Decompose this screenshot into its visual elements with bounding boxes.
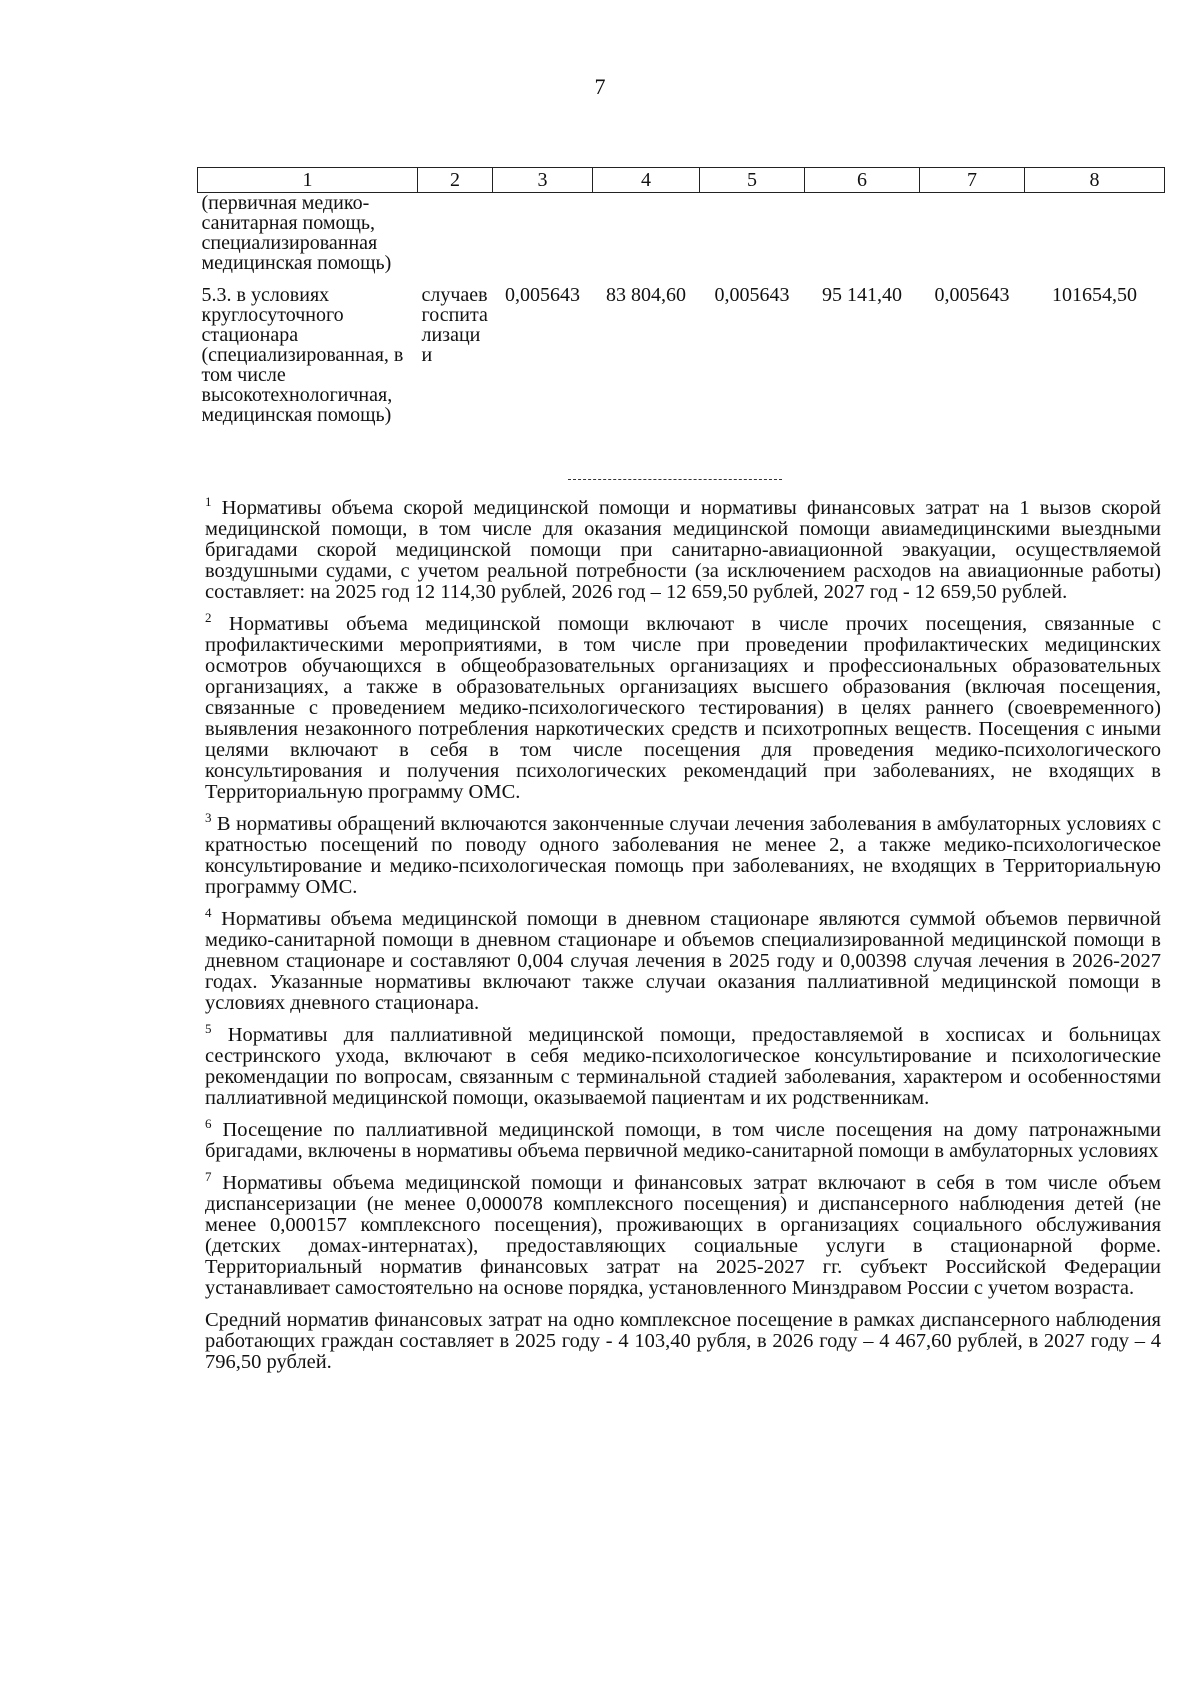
footnote xyxy=(205,1169,1161,1299)
closing-paragraph: Средний норматив финансовых затрат на одно комплексное посещение в рамках диспансерного наблюдения работающих граждан составляет в 2025 году - 4 103,40 рубля, в 2026 году – 4 467,60 рублей, в 2027 году – 4 796,50 рублей. xyxy=(205,1309,1161,1373)
norms-table xyxy=(197,167,1165,425)
footnote-mark: 5 xyxy=(205,1021,212,1037)
footnote xyxy=(205,1116,1162,1162)
footnote-text: Нормативы объема скорой медицинской помощи и нормативы финансовых затрат на 1 вызов скорой медицинской помощи, в том числе для оказания медицинской помощи авиамедицинскими выездными бригадами скорой медицинской помощи при санитарно-авиационной эвакуации, осуществляемой воздушными судами, с учетом реальной потребности (за исключением расходов на авиационные работы) составляет: на 2025 год 12 114,30 рублей, 2026 год – 12 659,50 рублей, 2027 год - 12 659,50 рублей. xyxy=(205,497,1162,603)
row-name-cell: 5.3. в условиях круглосуточного стационара (специализированная, в том числе высокотехнологичная, медицинская помощь) xyxy=(201,284,404,426)
column-header: 3 xyxy=(493,168,593,193)
value-cell: 0,005643 xyxy=(505,284,580,306)
footnote xyxy=(205,810,1161,898)
footnote-mark: 1 xyxy=(205,494,212,510)
column-header: 4 xyxy=(593,168,700,193)
footnote-mark: 4 xyxy=(205,905,212,921)
column-header: 1 xyxy=(198,168,418,193)
value-cell: 0,005643 xyxy=(934,284,1010,306)
footnote-separator xyxy=(568,479,782,480)
footnote-text: Нормативы объема медицинской помощи в дневном стационаре являются суммой объемов первичной медико-санитарной помощи в дневном стационаре и объемов специализированной медицинской помощи в дневном стационаре и составляют 0,004 случая лечения в 2025 году и 0,00398 случая лечения в 2026-2027 годах. Указанные нормативы включают также случаи оказания паллиативной медицинской помощи в условиях дневного стационара. xyxy=(205,908,1162,1014)
row-name-cell: (первичная медико-санитарная помощь, специализированная медицинская помощь) xyxy=(201,192,392,274)
footnote xyxy=(205,494,1162,603)
column-header: 7 xyxy=(920,168,1025,193)
page-number: 7 xyxy=(594,74,606,99)
column-header: 5 xyxy=(700,168,805,193)
value-cell: 83 804,60 xyxy=(606,284,686,306)
footnote-mark: 7 xyxy=(205,1169,212,1185)
footnote-mark: 6 xyxy=(205,1116,212,1132)
table-row xyxy=(198,285,1165,425)
footnote-mark: 3 xyxy=(205,810,212,826)
footnote-text: Нормативы объема медицинской помощи и финансовых затрат включают в себя в том числе объем диспансеризации (не менее 0,000078 комплексного посещения) и диспансерного наблюдения детей (не менее 0,000157 комплексного посещения), проживающих в организациях социального обслуживания (детских домах-интернатах), предоставляющих социальные услуги в стационарной форме. Территориальный норматив финансовых затрат на 2025-2027 гг. субъект Российской Федерации устанавливает самостоятельно на основе порядка, установленного Минздравом России с учетом возраста. xyxy=(205,1172,1161,1299)
column-header: 6 xyxy=(805,168,920,193)
footnote-mark: 2 xyxy=(205,610,212,626)
footnote xyxy=(205,610,1161,803)
value-cell: 95 141,40 xyxy=(822,284,902,306)
footnote xyxy=(205,1021,1162,1109)
footnote-text: Нормативы для паллиативной медицинской помощи, предоставляемой в хосписах и больницах сестринского ухода, включают в себя медико-психологическое консультирование и психологические рекомендации по вопросам, связанным с терминальной стадией заболевания, характером и особенностями паллиативной медицинской помощи, оказываемой пациентам и их родственникам. xyxy=(205,1024,1162,1109)
table-header-row xyxy=(198,168,1165,193)
footnotes-section xyxy=(205,494,1162,1384)
value-cell: 101654,50 xyxy=(1052,284,1137,306)
value-cell: 0,005643 xyxy=(714,284,790,306)
footnote-text: Посещение по паллиативной медицинской помощи, в том числе посещения на дому патронажными бригадами, включены в нормативы объема первичной медико-санитарной помощи в амбулаторных условиях xyxy=(205,1119,1162,1162)
footnote xyxy=(205,905,1162,1014)
column-header: 8 xyxy=(1025,168,1165,193)
footnote-text: В нормативы обращений включаются законченные случаи лечения заболевания в амбулаторных условиях с кратностью посещений по поводу одного заболевания не менее 2, а также медико-психологическое консультирование и медико-психологическая помощь при заболеваниях, не входящих в Территориальную программу ОМС. xyxy=(205,813,1161,898)
unit-cell: случаев госпита лизаци и xyxy=(421,284,488,366)
footnote-text: Нормативы объема медицинской помощи включают в числе прочих посещения, связанные с профилактическими мероприятиями, в том числе при проведении профилактических медицинских осмотров обучающихся в общеобразовательных организациях и профессиональных образовательных организациях, а также в образовательных организациях высшего образования (включая посещения, связанные с проведением медико-психологического тестирования) в целях раннего (своевременного) выявления незаконного потребления наркотических средств и психотропных веществ. Посещения с иными целями включают в себя в том числе посещения для проведения медико-психологического консультирования и получения психологических рекомендаций при заболеваниях, не входящих в Территориальную программу ОМС. xyxy=(205,613,1161,803)
column-header: 2 xyxy=(418,168,493,193)
table-row xyxy=(198,193,1165,286)
